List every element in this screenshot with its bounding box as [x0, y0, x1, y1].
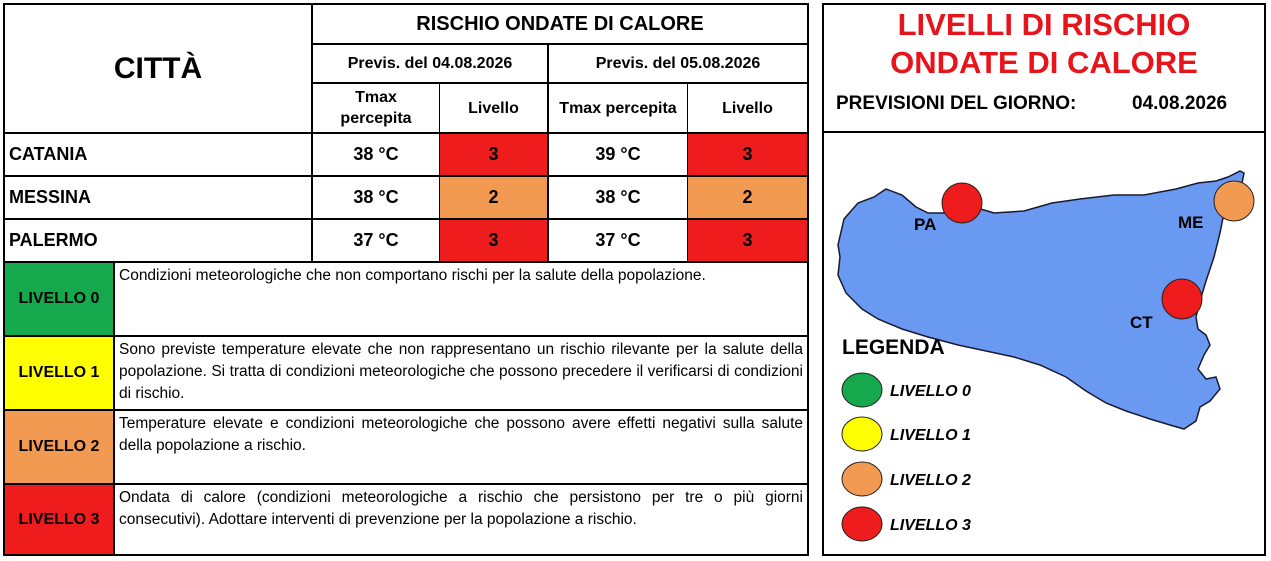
- city-name: PALERMO: [5, 218, 311, 261]
- level-badge: 3: [439, 218, 547, 261]
- panel-title-line1: LIVELLI DI RISCHIO: [897, 7, 1191, 42]
- panel-header: [824, 5, 1264, 133]
- legend-title: LEGENDA: [842, 336, 945, 359]
- forecast-date-1: Previs. del 04.08.2026: [311, 43, 547, 82]
- level-2-label: LIVELLO 2: [5, 409, 113, 483]
- heat-risk-table: [3, 3, 809, 556]
- col-tmax-1-line1: Tmax: [355, 89, 397, 106]
- city-name: MESSINA: [5, 175, 311, 218]
- city-name: CATANIA: [5, 132, 311, 175]
- palermo-code: PA: [914, 215, 937, 234]
- tmax-value: 39 °C: [547, 132, 687, 175]
- legend-level-0-swatch: [842, 373, 882, 407]
- tmax-value: 37 °C: [547, 218, 687, 261]
- risk-map-panel: [822, 3, 1266, 556]
- level-3-description: Ondata di calore (condizioni meteorologiche a rischio che persistono per tre o più giorni consecutivi). Adottare interventi di prevenzione per la popolazione a rischio.: [113, 483, 807, 554]
- tmax-value: 37 °C: [311, 218, 439, 261]
- palermo-marker: [942, 183, 982, 223]
- level-1-label: LIVELLO 1: [5, 335, 113, 409]
- col-tmax-2: Tmax percepita: [547, 82, 687, 132]
- sicily-map: [824, 133, 1264, 554]
- catania-code: CT: [1130, 313, 1153, 332]
- panel-title-line2: ONDATE DI CALORE: [890, 45, 1198, 80]
- legend-level-1-swatch: [842, 417, 882, 451]
- forecast-date-2: Previs. del 05.08.2026: [547, 43, 807, 82]
- tmax-value: 38 °C: [547, 175, 687, 218]
- level-badge: 2: [439, 175, 547, 218]
- level-1-description: Sono previste temperature elevate che non rappresentano un rischio rilevante per la salute della popolazione. Si tratta di condizioni meteorologiche che possono precedere il verificarsi di condizioni di rischio.: [113, 335, 807, 409]
- col-level-2: Livello: [687, 82, 807, 132]
- level-badge: 2: [687, 175, 807, 218]
- level-3-label: LIVELLO 3: [5, 483, 113, 554]
- legend-level-3-label: LIVELLO 3: [890, 517, 971, 534]
- level-badge: 3: [687, 218, 807, 261]
- legend-level-2-swatch: [842, 462, 882, 496]
- col-tmax-1: [311, 82, 439, 132]
- col-level-1: Livello: [439, 82, 547, 132]
- tmax-value: 38 °C: [311, 132, 439, 175]
- messina-code: ME: [1178, 213, 1204, 232]
- forecast-date: 04.08.2026: [1132, 93, 1228, 114]
- level-2-description: Temperature elevate e condizioni meteorologiche che possono avere effetti negativi sulla salute della popolazione a rischio.: [113, 409, 807, 483]
- messina-marker: [1214, 181, 1254, 221]
- risk-header: RISCHIO ONDATE DI CALORE: [311, 5, 807, 43]
- city-column-header: CITTÀ: [113, 51, 203, 85]
- level-0-description: Condizioni meteorologiche che non comportano rischi per la salute della popolazione.: [113, 261, 807, 335]
- col-tmax-1-line2: percepita: [340, 110, 412, 127]
- level-0-label: LIVELLO 0: [5, 261, 113, 335]
- legend-level-2-label: LIVELLO 2: [890, 472, 971, 489]
- level-badge: 3: [687, 132, 807, 175]
- legend-level-3-swatch: [842, 507, 882, 541]
- legend-level-0-label: LIVELLO 0: [890, 383, 971, 400]
- tmax-value: 38 °C: [311, 175, 439, 218]
- level-badge: 3: [439, 132, 547, 175]
- forecast-label: PREVISIONI DEL GIORNO:: [836, 93, 1077, 114]
- legend-level-1-label: LIVELLO 1: [890, 427, 971, 444]
- catania-marker: [1162, 279, 1202, 319]
- map-area: [824, 133, 1264, 554]
